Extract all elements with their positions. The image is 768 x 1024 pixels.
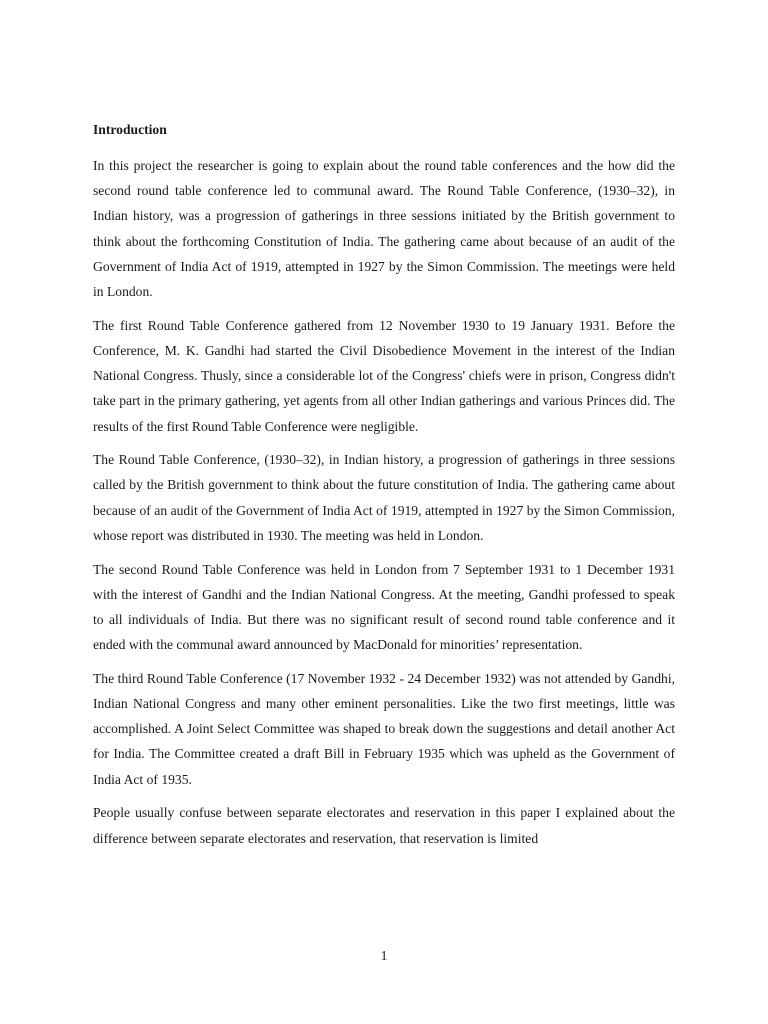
document-body [93, 119, 675, 859]
section-heading: Introduction [93, 122, 167, 137]
paragraph-4: The second Round Table Conference was held in London from 7 September 1931 to 1 December 1931 with the interest of Gandhi and the Indian National Congress. At the meeting, Gandhi professed to speak to all individuals of India. But there was no significant result of second round table conference and it ended with the communal award announced by MacDonald for minorities’ representation. [93, 561, 675, 653]
paragraph-6: People usually confuse between separate electorates and reservation in this paper I explained about the difference between separate electorates and reservation, that reservation is limited [93, 805, 675, 846]
paragraph-5: The third Round Table Conference (17 November 1932 - 24 December 1932) was not attended by Gandhi, Indian National Congress and many other eminent personalities. Like the two first meetings, little was accomplished. A Joint Select Committee was shaped to break down the suggestions and detail another Act for India. The Committee created a draft Bill in February 1935 which was upheld as the Government of India Act of 1935. [93, 670, 675, 787]
paragraph-3: The Round Table Conference, (1930–32), in Indian history, a progression of gatherings in three sessions called by the British government to think about the future constitution of India. The gathering came about because of an audit of the Government of India Act of 1919, attempted in 1927 by the Simon Commission, whose report was distributed in 1930. The meeting was held in London. [93, 452, 675, 543]
paragraph-1: In this project the researcher is going to explain about the round table conferences and the how did the second round table conference led to communal award. The Round Table Conference, (1930–32), in Indian history, was a progression of gatherings in three sessions initiated by the British government to think about the forthcoming Constitution of India. The gathering came about because of an audit of the Government of India Act of 1919, attempted in 1927 by the Simon Commission. The meetings were held in London. [93, 158, 675, 300]
paragraph-2: The first Round Table Conference gathered from 12 November 1930 to 19 January 1931. Before the Conference, M. K. Gandhi had started the Civil Disobedience Movement in the interest of the Indian National Congress. Thusly, since a considerable lot of the Congress' chiefs were in prison, Congress didn't take part in the primary gathering, yet agents from all other Indian gatherings and various Princes did. The results of the first Round Table Conference were negligible. [93, 317, 675, 434]
page-number: 1 [380, 948, 388, 963]
